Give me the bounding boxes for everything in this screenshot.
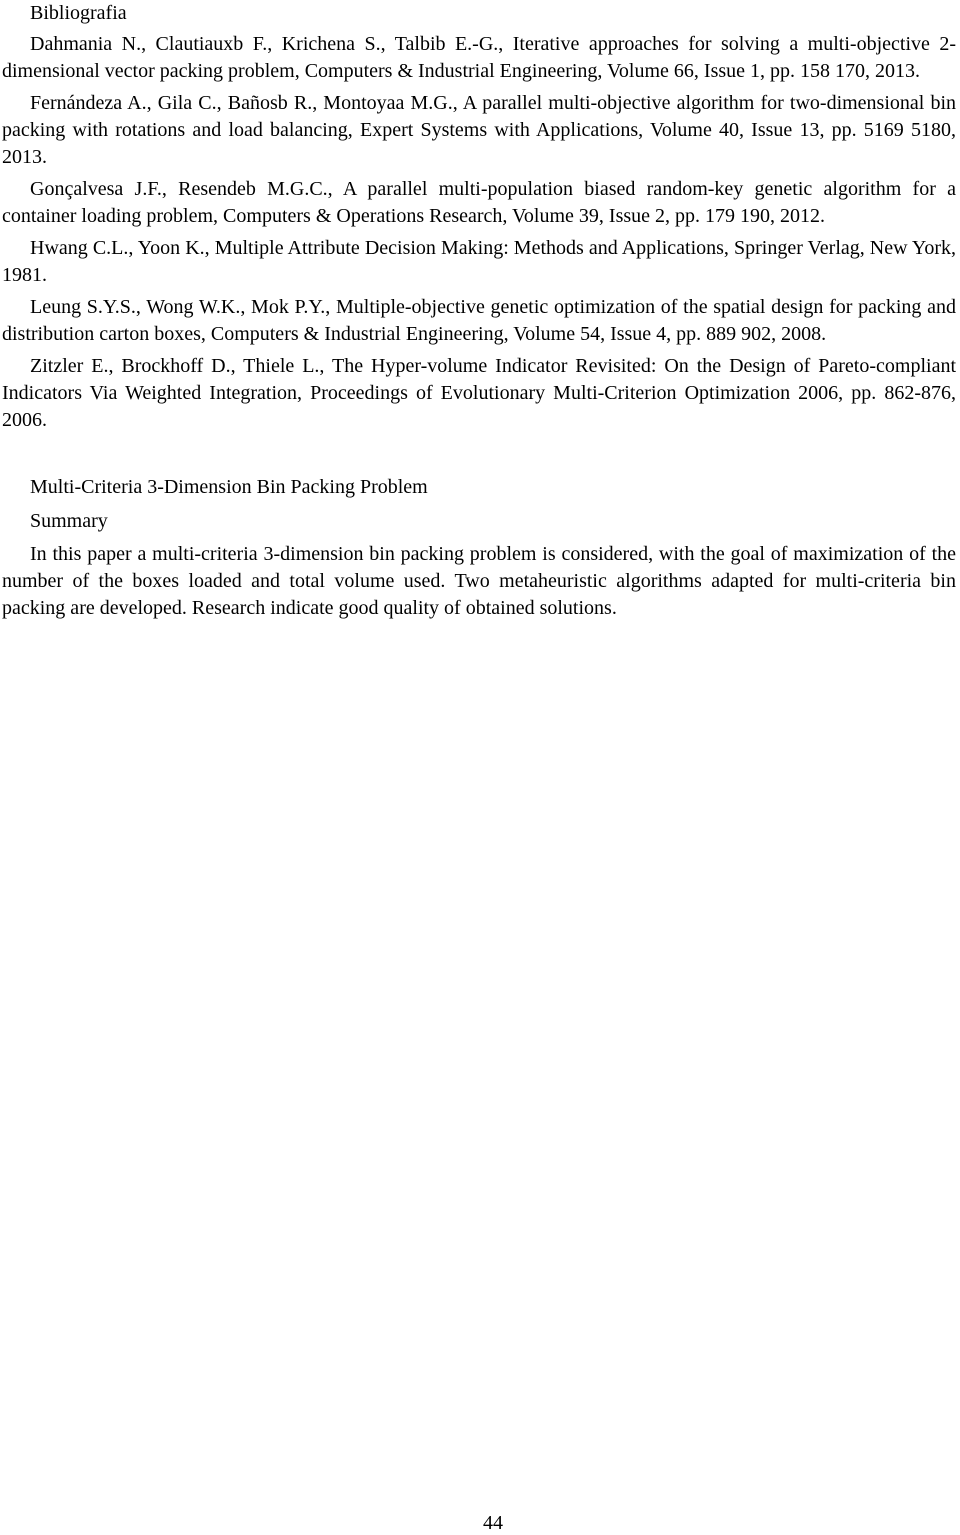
reference-item-2: Fernándeza A., Gila C., Bañosb R., Montoyaa M.G., A parallel multi-objective algorithm for two-dimensional bin packing with rotations and load balancing, Expert Systems with Applications, Volume 40, Issue 13, pp. 5169 5180, 2013. bbox=[2, 92, 956, 168]
summary-paper-title: Multi-Criteria 3-Dimension Bin Packing Problem bbox=[30, 476, 428, 498]
page-number: 44 bbox=[483, 1512, 503, 1534]
bibliography-heading: Bibliografia bbox=[30, 2, 127, 24]
reference-item-3: Gonçalvesa J.F., Resendeb M.G.C., A parallel multi-population biased random-key genetic algorithm for a container loading problem, Computers & Operations Research, Volume 39, Issue 2, pp. 179 190, 2012. bbox=[2, 178, 956, 227]
document-page bbox=[2, 0, 956, 622]
reference-item-1: Dahmania N., Clautiauxb F., Krichena S., Talbib E.-G., Iterative approaches for solving a multi-objective 2-dimensional vector packing problem, Computers & Industrial Engineering, Volume 66, Issue 1, pp. 158 170, 2013. bbox=[2, 33, 956, 82]
reference-item-4: Hwang C.L., Yoon K., Multiple Attribute Decision Making: Methods and Applications, Springer Verlag, New York, 1981. bbox=[2, 237, 956, 286]
summary-label: Summary bbox=[30, 510, 108, 532]
reference-item-5: Leung S.Y.S., Wong W.K., Mok P.Y., Multiple-objective genetic optimization of the spatial design for packing and distribution carton boxes, Computers & Industrial Engineering, Volume 54, Issue 4, pp. 889 902, 2008. bbox=[2, 296, 956, 345]
reference-item-6: Zitzler E., Brockhoff D., Thiele L., The Hyper-volume Indicator Revisited: On the Design of Pareto-compliant Indicators Via Weighted Integration, Proceedings of Evolutionary Multi-Criterion Optimization 2006, pp. 862-876, 2006. bbox=[2, 355, 956, 431]
english-summary-section bbox=[2, 474, 956, 622]
summary-text: In this paper a multi-criteria 3-dimension bin packing problem is considered, with the goal of maximization of the number of the boxes loaded and total volume used. Two metaheuristic algorithms adapted for multi-criteria bin packing are developed. Research indicate good quality of obtained solutions. bbox=[2, 543, 956, 619]
